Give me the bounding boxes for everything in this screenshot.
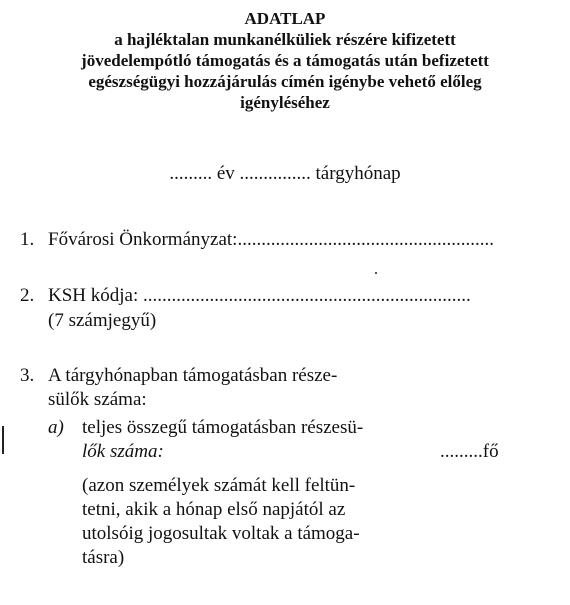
item-3a-note-line-2: tetni, akik a hónap első napjától az xyxy=(82,499,346,520)
item-2-label xyxy=(48,284,471,307)
item-3-line-2: sülők száma: xyxy=(48,389,147,410)
form-subtitle-line-1: a hajléktalan munkanélküliek részére kifizetett xyxy=(114,30,456,49)
form-subtitle-line-4: igényléséhez xyxy=(240,93,330,112)
form-subtitle-line-3: egészségügyi hozzájárulás címén igénybe vehető előleg xyxy=(88,72,482,91)
item-1-label xyxy=(48,228,494,251)
item-3a-line-1: teljes összegű támogatásban részesü- xyxy=(82,417,364,438)
item-1-number: 1. xyxy=(20,229,35,250)
item-3-line-1: A tárgyhónapban támogatásban része- xyxy=(48,365,338,386)
item-1-text: Fővárosi Önkormányzat: xyxy=(48,229,238,250)
form-header xyxy=(0,8,570,113)
form-subtitle-line-2: jövedelempótló támogatás és a támogatás után befizetett xyxy=(81,51,489,70)
item-3a-value: .........fő xyxy=(440,441,499,462)
item-2-note: (7 számjegyű) xyxy=(48,310,157,331)
item-3a-note-line-1: (azon személyek számát kell feltün- xyxy=(82,475,356,496)
item-2-number: 2. xyxy=(20,285,35,306)
item-3-number: 3. xyxy=(20,365,35,386)
form-title: ADATLAP xyxy=(244,9,326,28)
item-2-text: KSH kódja: xyxy=(48,285,139,306)
item-3a-note-line-3: utolsóig jogosultak voltak a támoga- xyxy=(82,523,360,544)
item-3a-count-label: lők száma: xyxy=(82,441,164,462)
item-3a-letter: a) xyxy=(48,417,64,438)
item-2-fill-line: ..................................................................... xyxy=(143,285,471,306)
scan-speck xyxy=(375,272,377,274)
margin-scan-mark xyxy=(2,426,4,454)
reporting-period: ......... év ............... tárgyhónap xyxy=(169,163,401,184)
item-3a-line-2 xyxy=(82,440,164,463)
item-3a-note-line-4: tásra) xyxy=(82,547,125,568)
item-1-fill-line: ...................................................... xyxy=(237,229,494,250)
